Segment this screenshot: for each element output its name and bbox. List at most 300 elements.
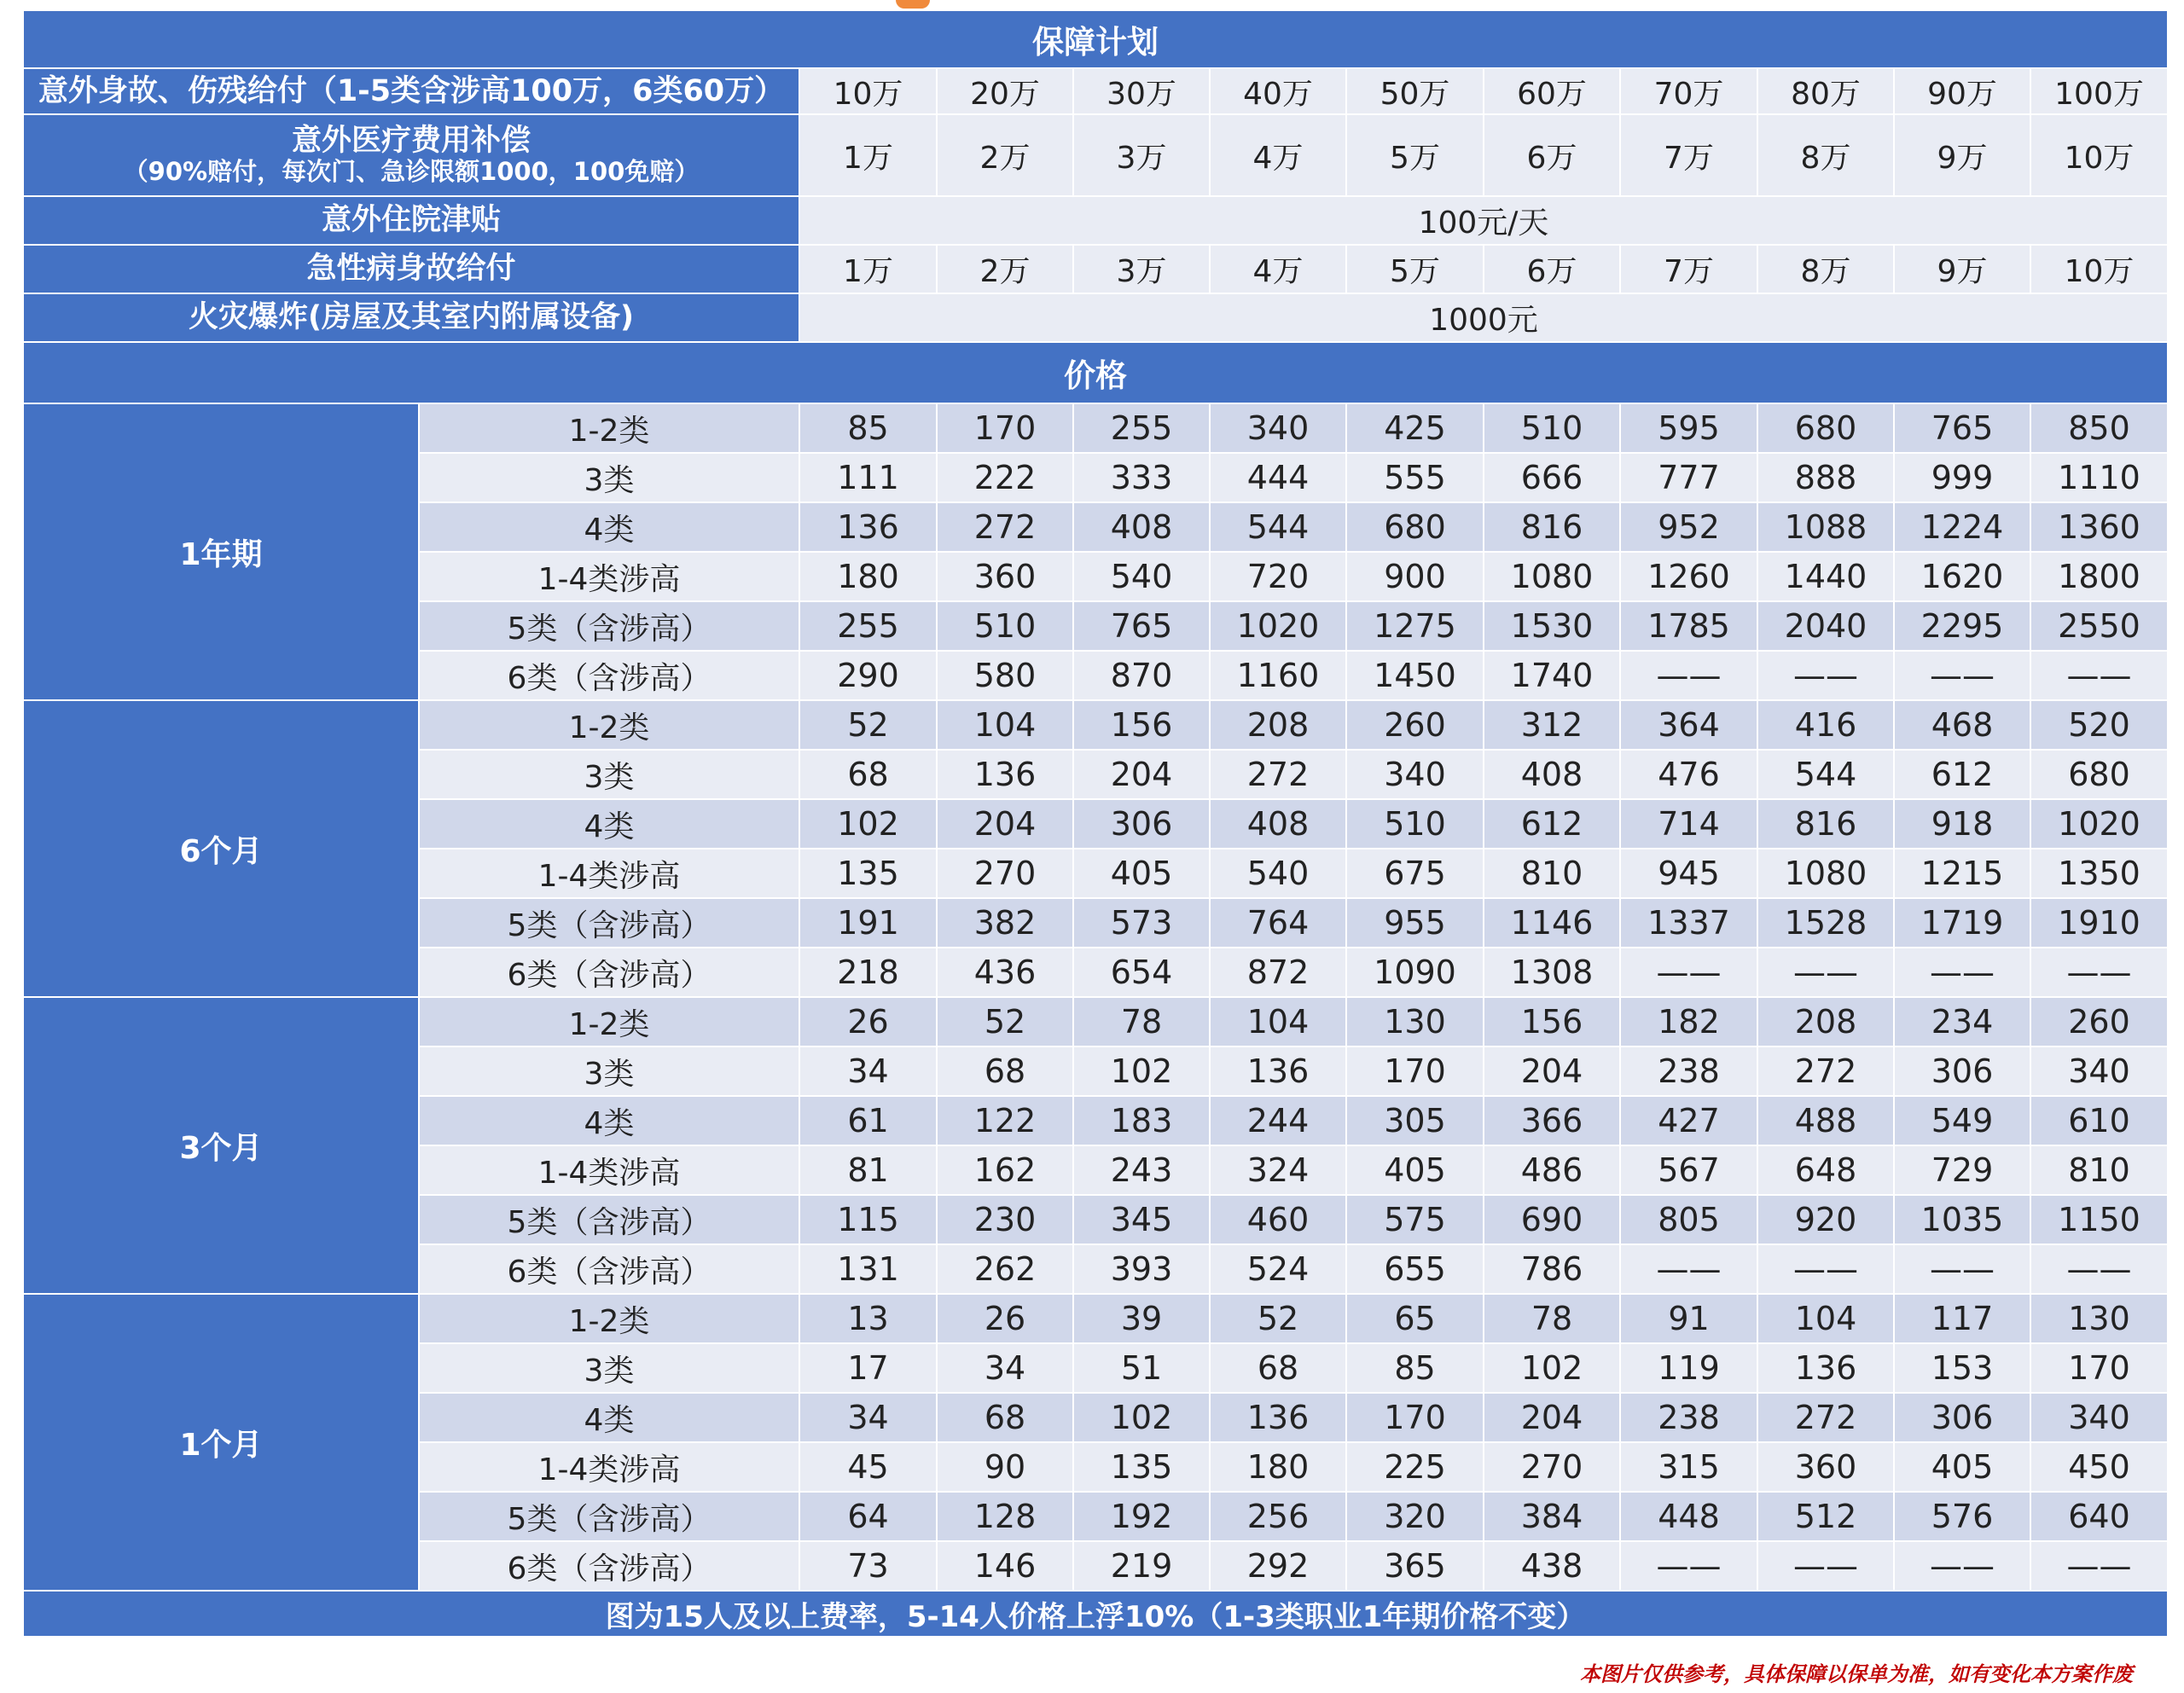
coverage-value-cell: 90万 <box>1894 68 2030 114</box>
price-cell: 204 <box>1484 1393 1620 1442</box>
coverage-value-cell: 80万 <box>1757 68 1894 114</box>
occupation-class-label: 3类 <box>419 453 799 502</box>
price-cell: 786 <box>1484 1244 1620 1294</box>
price-cell: —— <box>1757 948 1894 997</box>
coverage-label-text: 意外医疗费用补偿 <box>291 124 531 159</box>
price-cell: 360 <box>1757 1442 1894 1492</box>
price-cell: 510 <box>1346 799 1484 849</box>
price-cell: 191 <box>799 898 937 948</box>
price-cell: 382 <box>937 898 1073 948</box>
price-cell: 104 <box>1210 997 1346 1047</box>
price-cell: 136 <box>1210 1047 1346 1096</box>
price-cell: 225 <box>1346 1442 1484 1492</box>
occupation-class-label: 1-2类 <box>419 403 799 453</box>
price-cell: 61 <box>799 1096 937 1145</box>
price-cell: 1020 <box>2030 799 2168 849</box>
coverage-value-cell: 2万 <box>937 114 1073 196</box>
price-cell: 156 <box>1484 997 1620 1047</box>
price-cell: 255 <box>1073 403 1210 453</box>
price-cell: —— <box>2030 1244 2168 1294</box>
coverage-value-cell: 5万 <box>1346 245 1484 293</box>
price-cell: 306 <box>1073 799 1210 849</box>
price-cell: 444 <box>1210 453 1346 502</box>
price-cell: 146 <box>937 1541 1073 1591</box>
occupation-class-label: 1-4类涉高 <box>419 849 799 898</box>
price-cell: 333 <box>1073 453 1210 502</box>
coverage-section-title: 保障计划 <box>23 10 2168 68</box>
occupation-class-label: 1-2类 <box>419 1294 799 1343</box>
price-cell: 612 <box>1894 750 2030 799</box>
price-cell: 104 <box>1757 1294 1894 1343</box>
price-section-title: 价格 <box>23 342 2168 403</box>
plan-table <box>22 9 2169 1638</box>
price-cell: 648 <box>1757 1145 1894 1195</box>
price-cell: 1528 <box>1757 898 1894 948</box>
price-cell: 128 <box>937 1492 1073 1541</box>
price-cell: 777 <box>1620 453 1757 502</box>
disclaimer-text: 本图片仅供参考，具体保障以保单为准，如有变化本方案作废 <box>1580 1661 2133 1686</box>
price-cell: 999 <box>1894 453 2030 502</box>
price-cell: 654 <box>1073 948 1210 997</box>
price-cell: 204 <box>1484 1047 1620 1096</box>
occupation-class-label: 4类 <box>419 799 799 849</box>
coverage-value-cell: 60万 <box>1484 68 1620 114</box>
coverage-sublabel-text: （90%赔付，每次门、急诊限额1000，100免赔） <box>123 157 700 187</box>
price-cell: 130 <box>1346 997 1484 1047</box>
price-cell: 416 <box>1757 700 1894 750</box>
price-cell: 315 <box>1620 1442 1757 1492</box>
price-cell: 64 <box>799 1492 937 1541</box>
price-cell: 1440 <box>1757 552 1894 601</box>
price-cell: 729 <box>1894 1145 2030 1195</box>
price-cell: —— <box>1620 651 1757 700</box>
price-row <box>23 403 2168 453</box>
price-cell: 448 <box>1620 1492 1757 1541</box>
price-cell: 364 <box>1620 700 1757 750</box>
coverage-label <box>23 196 799 245</box>
price-cell: 234 <box>1894 997 2030 1047</box>
price-cell: 65 <box>1346 1294 1484 1343</box>
price-cell: 2040 <box>1757 601 1894 651</box>
price-cell: 918 <box>1894 799 2030 849</box>
price-cell: 405 <box>1346 1145 1484 1195</box>
price-cell: 219 <box>1073 1541 1210 1591</box>
price-cell: 595 <box>1620 403 1757 453</box>
price-cell: 68 <box>937 1393 1073 1442</box>
price-cell: 45 <box>799 1442 937 1492</box>
price-cell: 450 <box>2030 1442 2168 1492</box>
price-cell: —— <box>1620 948 1757 997</box>
price-cell: 131 <box>799 1244 937 1294</box>
price-cell: 1450 <box>1346 651 1484 700</box>
insurance-plan-sheet <box>22 9 2169 1686</box>
price-cell: 384 <box>1484 1492 1620 1541</box>
price-cell: 1308 <box>1484 948 1620 997</box>
price-cell: 764 <box>1210 898 1346 948</box>
price-cell: 549 <box>1894 1096 2030 1145</box>
price-cell: 153 <box>1894 1343 2030 1393</box>
price-cell: —— <box>2030 1541 2168 1591</box>
price-cell: 1224 <box>1894 502 2030 552</box>
price-cell: 78 <box>1073 997 1210 1047</box>
price-cell: 270 <box>937 849 1073 898</box>
price-cell: 510 <box>937 601 1073 651</box>
price-cell: 136 <box>799 502 937 552</box>
coverage-value-cell: 100万 <box>2030 68 2168 114</box>
coverage-value-cell: 4万 <box>1210 245 1346 293</box>
price-cell: —— <box>1620 1244 1757 1294</box>
coverage-value-cell: 1万 <box>799 245 937 293</box>
price-cell: 34 <box>799 1393 937 1442</box>
coverage-value-cell: 5万 <box>1346 114 1484 196</box>
price-cell: —— <box>1894 1541 2030 1591</box>
price-cell: 81 <box>799 1145 937 1195</box>
price-cell: 208 <box>1757 997 1894 1047</box>
price-cell: 468 <box>1894 700 2030 750</box>
occupation-class-label: 1-4类涉高 <box>419 1442 799 1492</box>
coverage-label <box>23 293 799 342</box>
price-row <box>23 700 2168 750</box>
price-cell: 1620 <box>1894 552 2030 601</box>
coverage-row <box>23 196 2168 245</box>
price-cell: 1146 <box>1484 898 1620 948</box>
price-cell: 204 <box>937 799 1073 849</box>
price-cell: 1260 <box>1620 552 1757 601</box>
price-cell: 714 <box>1620 799 1757 849</box>
coverage-row <box>23 245 2168 293</box>
price-cell: 1088 <box>1757 502 1894 552</box>
price-cell: 292 <box>1210 1541 1346 1591</box>
price-cell: 119 <box>1620 1343 1757 1393</box>
price-cell: 1275 <box>1346 601 1484 651</box>
price-cell: 945 <box>1620 849 1757 898</box>
price-cell: 122 <box>937 1096 1073 1145</box>
price-cell: 26 <box>937 1294 1073 1343</box>
occupation-class-label: 4类 <box>419 1096 799 1145</box>
price-cell: 85 <box>799 403 937 453</box>
price-cell: 340 <box>1346 750 1484 799</box>
price-cell: 425 <box>1346 403 1484 453</box>
price-cell: 393 <box>1073 1244 1210 1294</box>
coverage-value-cell: 40万 <box>1210 68 1346 114</box>
price-cell: 306 <box>1894 1393 2030 1442</box>
price-cell: 870 <box>1073 651 1210 700</box>
price-cell: 104 <box>937 700 1073 750</box>
price-cell: 408 <box>1073 502 1210 552</box>
price-cell: 1150 <box>2030 1195 2168 1244</box>
price-cell: 238 <box>1620 1393 1757 1442</box>
coverage-value-cell: 7万 <box>1620 114 1757 196</box>
price-cell: 244 <box>1210 1096 1346 1145</box>
price-cell: 675 <box>1346 849 1484 898</box>
price-cell: 520 <box>2030 700 2168 750</box>
occupation-class-label: 1-4类涉高 <box>419 1145 799 1195</box>
price-cell: 1910 <box>2030 898 2168 948</box>
price-cell: 765 <box>1894 403 2030 453</box>
coverage-value-cell: 6万 <box>1484 245 1620 293</box>
occupation-class-label: 3类 <box>419 1343 799 1393</box>
price-cell: 575 <box>1346 1195 1484 1244</box>
price-cell: 111 <box>799 453 937 502</box>
price-cell: 486 <box>1484 1145 1620 1195</box>
price-cell: 255 <box>799 601 937 651</box>
price-cell: 272 <box>1757 1047 1894 1096</box>
price-cell: 405 <box>1894 1442 2030 1492</box>
occupation-class-label: 5类（含涉高） <box>419 601 799 651</box>
coverage-value-cell: 70万 <box>1620 68 1757 114</box>
coverage-label-text: 意外身故、伤残给付（1-5类含涉高100万，6类60万） <box>38 73 785 108</box>
coverage-value-cell: 2万 <box>937 245 1073 293</box>
price-cell: —— <box>2030 948 2168 997</box>
price-cell: 952 <box>1620 502 1757 552</box>
price-cell: 135 <box>1073 1442 1210 1492</box>
price-cell: 816 <box>1757 799 1894 849</box>
price-cell: 183 <box>1073 1096 1210 1145</box>
price-cell: 324 <box>1210 1145 1346 1195</box>
coverage-value-cell: 6万 <box>1484 114 1620 196</box>
price-cell: 306 <box>1894 1047 2030 1096</box>
price-cell: 243 <box>1073 1145 1210 1195</box>
occupation-class-label: 1-4类涉高 <box>419 552 799 601</box>
price-cell: 573 <box>1073 898 1210 948</box>
price-cell: 1080 <box>1757 849 1894 898</box>
coverage-value-cell: 10万 <box>799 68 937 114</box>
price-cell: 555 <box>1346 453 1484 502</box>
price-cell: 1530 <box>1484 601 1620 651</box>
price-cell: 34 <box>799 1047 937 1096</box>
price-cell: 524 <box>1210 1244 1346 1294</box>
occupation-class-label: 6类（含涉高） <box>419 651 799 700</box>
price-cell: 427 <box>1620 1096 1757 1145</box>
price-cell: 39 <box>1073 1294 1210 1343</box>
price-cell: 408 <box>1210 799 1346 849</box>
price-cell: 1719 <box>1894 898 2030 948</box>
period-label: 3个月 <box>23 997 419 1294</box>
price-cell: 170 <box>1346 1393 1484 1442</box>
price-cell: 115 <box>799 1195 937 1244</box>
price-cell: 305 <box>1346 1096 1484 1145</box>
occupation-class-label: 3类 <box>419 750 799 799</box>
price-cell: 810 <box>1484 849 1620 898</box>
occupation-class-label: 6类（含涉高） <box>419 948 799 997</box>
occupation-class-label: 5类（含涉高） <box>419 1492 799 1541</box>
price-cell: 162 <box>937 1145 1073 1195</box>
price-cell: 68 <box>937 1047 1073 1096</box>
price-cell: 78 <box>1484 1294 1620 1343</box>
price-cell: —— <box>2030 651 2168 700</box>
coverage-value-cell: 3万 <box>1073 114 1210 196</box>
period-label: 1个月 <box>23 1294 419 1591</box>
coverage-value-cell: 3万 <box>1073 245 1210 293</box>
price-cell: 1160 <box>1210 651 1346 700</box>
coverage-value-cell: 9万 <box>1894 245 2030 293</box>
price-cell: 272 <box>1210 750 1346 799</box>
price-cell: 208 <box>1210 700 1346 750</box>
price-cell: 230 <box>937 1195 1073 1244</box>
price-cell: 102 <box>1073 1047 1210 1096</box>
coverage-value-cell: 50万 <box>1346 68 1484 114</box>
price-cell: 765 <box>1073 601 1210 651</box>
price-cell: 73 <box>799 1541 937 1591</box>
price-cell: —— <box>1757 1244 1894 1294</box>
price-cell: 204 <box>1073 750 1210 799</box>
price-cell: 290 <box>799 651 937 700</box>
price-cell: 438 <box>1484 1541 1620 1591</box>
price-cell: 488 <box>1757 1096 1894 1145</box>
price-cell: 320 <box>1346 1492 1484 1541</box>
price-cell: 1110 <box>2030 453 2168 502</box>
price-cell: 102 <box>1073 1393 1210 1442</box>
price-cell: 512 <box>1757 1492 1894 1541</box>
price-cell: 182 <box>1620 997 1757 1047</box>
price-cell: 192 <box>1073 1492 1210 1541</box>
occupation-class-label: 3类 <box>419 1047 799 1096</box>
price-cell: 170 <box>937 403 1073 453</box>
price-cell: 360 <box>937 552 1073 601</box>
price-cell: 408 <box>1484 750 1620 799</box>
price-cell: 345 <box>1073 1195 1210 1244</box>
price-cell: 955 <box>1346 898 1484 948</box>
occupation-class-label: 1-2类 <box>419 700 799 750</box>
price-cell: 476 <box>1620 750 1757 799</box>
price-cell: 1020 <box>1210 601 1346 651</box>
price-cell: 260 <box>1346 700 1484 750</box>
period-label: 1年期 <box>23 403 419 700</box>
price-cell: 1360 <box>2030 502 2168 552</box>
coverage-value-cell: 20万 <box>937 68 1073 114</box>
price-cell: 180 <box>1210 1442 1346 1492</box>
price-cell: —— <box>1894 1244 2030 1294</box>
price-cell: 405 <box>1073 849 1210 898</box>
price-cell: 1785 <box>1620 601 1757 651</box>
price-cell: 90 <box>937 1442 1073 1492</box>
coverage-merged-value: 1000元 <box>799 293 2168 342</box>
price-cell: —— <box>1757 651 1894 700</box>
price-cell: 2550 <box>2030 601 2168 651</box>
coverage-value-cell: 1万 <box>799 114 937 196</box>
price-cell: 272 <box>937 502 1073 552</box>
price-title-row <box>23 342 2168 403</box>
price-cell: 580 <box>937 651 1073 700</box>
footer-note: 图为15人及以上费率，5-14人价格上浮10%（1-3类职业1年期价格不变） <box>23 1591 2168 1637</box>
occupation-class-label: 4类 <box>419 1393 799 1442</box>
price-cell: 900 <box>1346 552 1484 601</box>
price-cell: 365 <box>1346 1541 1484 1591</box>
price-row <box>23 997 2168 1047</box>
price-cell: 1035 <box>1894 1195 2030 1244</box>
coverage-value-cell: 8万 <box>1757 245 1894 293</box>
price-cell: 540 <box>1073 552 1210 601</box>
price-cell: 13 <box>799 1294 937 1343</box>
price-cell: 850 <box>2030 403 2168 453</box>
price-cell: 52 <box>1210 1294 1346 1343</box>
price-row <box>23 1294 2168 1343</box>
price-cell: 2295 <box>1894 601 2030 651</box>
price-cell: 270 <box>1484 1442 1620 1492</box>
price-cell: 136 <box>937 750 1073 799</box>
occupation-class-label: 5类（含涉高） <box>419 1195 799 1244</box>
coverage-value-cell: 4万 <box>1210 114 1346 196</box>
price-cell: 272 <box>1757 1393 1894 1442</box>
price-cell: 136 <box>1210 1393 1346 1442</box>
occupation-class-label: 1-2类 <box>419 997 799 1047</box>
price-cell: 540 <box>1210 849 1346 898</box>
price-cell: 340 <box>2030 1393 2168 1442</box>
price-cell: 1337 <box>1620 898 1757 948</box>
coverage-label <box>23 114 799 196</box>
price-cell: —— <box>1757 1541 1894 1591</box>
price-cell: 576 <box>1894 1492 2030 1541</box>
price-cell: —— <box>1620 1541 1757 1591</box>
price-cell: 340 <box>1210 403 1346 453</box>
price-cell: 1740 <box>1484 651 1620 700</box>
price-cell: 85 <box>1346 1343 1484 1393</box>
period-label: 6个月 <box>23 700 419 997</box>
coverage-value-cell: 9万 <box>1894 114 2030 196</box>
price-cell: —— <box>1894 948 2030 997</box>
price-cell: 640 <box>2030 1492 2168 1541</box>
price-cell: 567 <box>1620 1145 1757 1195</box>
occupation-class-label: 4类 <box>419 502 799 552</box>
price-cell: 680 <box>1346 502 1484 552</box>
price-cell: 52 <box>799 700 937 750</box>
price-cell: 872 <box>1210 948 1346 997</box>
price-cell: 218 <box>799 948 937 997</box>
footer-row <box>23 1591 2168 1637</box>
price-cell: 1215 <box>1894 849 2030 898</box>
coverage-label <box>23 245 799 293</box>
price-cell: 888 <box>1757 453 1894 502</box>
price-cell: 655 <box>1346 1244 1484 1294</box>
price-cell: 510 <box>1484 403 1620 453</box>
price-cell: 690 <box>1484 1195 1620 1244</box>
price-cell: —— <box>1894 651 2030 700</box>
price-cell: 156 <box>1073 700 1210 750</box>
coverage-label-text: 急性病身故给付 <box>306 252 516 287</box>
price-cell: 135 <box>799 849 937 898</box>
coverage-value-cell: 10万 <box>2030 114 2168 196</box>
price-cell: 805 <box>1620 1195 1757 1244</box>
price-cell: 436 <box>937 948 1073 997</box>
price-cell: 680 <box>2030 750 2168 799</box>
price-cell: 680 <box>1757 403 1894 453</box>
price-cell: 1350 <box>2030 849 2168 898</box>
coverage-row <box>23 68 2168 114</box>
price-cell: 68 <box>1210 1343 1346 1393</box>
occupation-class-label: 6类（含涉高） <box>419 1541 799 1591</box>
price-cell: 34 <box>937 1343 1073 1393</box>
price-cell: 1080 <box>1484 552 1620 601</box>
price-cell: 180 <box>799 552 937 601</box>
price-cell: 610 <box>2030 1096 2168 1145</box>
coverage-value-cell: 8万 <box>1757 114 1894 196</box>
occupation-class-label: 5类（含涉高） <box>419 898 799 948</box>
price-cell: 91 <box>1620 1294 1757 1343</box>
price-cell: 666 <box>1484 453 1620 502</box>
price-cell: 544 <box>1210 502 1346 552</box>
coverage-label-text: 火灾爆炸(房屋及其室内附属设备) <box>189 300 634 335</box>
price-cell: 544 <box>1757 750 1894 799</box>
price-cell: 238 <box>1620 1047 1757 1096</box>
price-cell: 102 <box>1484 1343 1620 1393</box>
price-cell: 130 <box>2030 1294 2168 1343</box>
price-cell: 117 <box>1894 1294 2030 1343</box>
price-cell: 1800 <box>2030 552 2168 601</box>
top-decoration <box>896 0 930 9</box>
price-cell: 222 <box>937 453 1073 502</box>
price-cell: 51 <box>1073 1343 1210 1393</box>
price-cell: 720 <box>1210 552 1346 601</box>
